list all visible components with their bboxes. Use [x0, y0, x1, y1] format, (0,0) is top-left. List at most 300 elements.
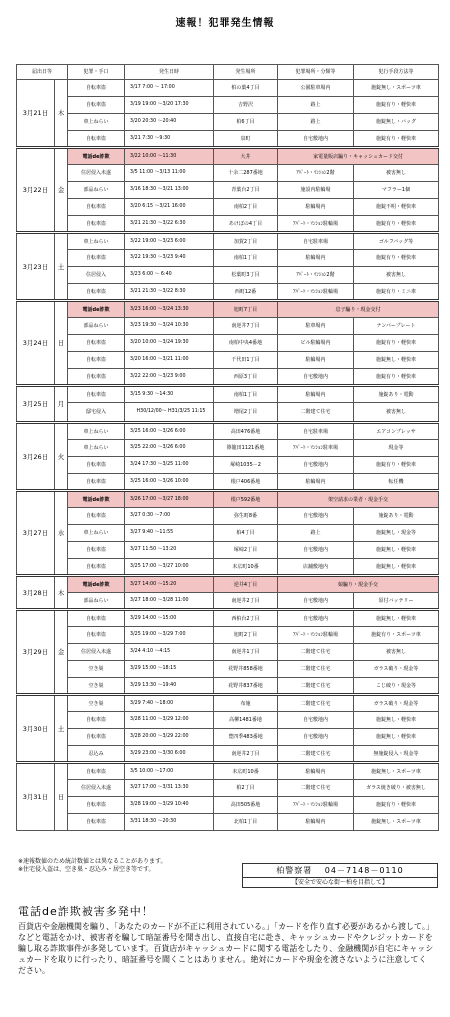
crime-location: 塚崎1035－2 — [214, 457, 278, 474]
crime-type: 自転車盗 — [68, 729, 125, 746]
crime-place: 自宅敷地内 — [278, 369, 354, 386]
report-date: 3月24日 — [17, 301, 55, 386]
report-weekday: 日 — [55, 763, 68, 831]
crime-place: 駐輪場内 — [278, 386, 354, 403]
crime-place: 自宅敷地内 — [278, 610, 354, 627]
crime-location: 高田476番地 — [214, 423, 278, 440]
footnote: ※住宅侵入盗は、空き巣・忍込み・居空き等です。 — [18, 866, 155, 873]
crime-method: 施錠無し・バッグ — [354, 114, 439, 131]
crime-place: 駐輪場内 — [278, 250, 354, 267]
crime-time: 3/28 20:00 ～3/29 22:00 — [125, 729, 214, 746]
report-date: 3月31日 — [17, 763, 55, 831]
header-time: 発生日時 — [125, 65, 214, 80]
crime-time: 3/22 19:00 ～3/23 6:00 — [125, 233, 214, 250]
crime-method: 原付バッテリー — [354, 593, 439, 610]
crime-method: 施錠あり・電動 — [354, 508, 439, 525]
report-date: 3月26日 — [17, 423, 55, 491]
table-row — [17, 250, 439, 267]
crime-method: 施錠あり・電動 — [354, 386, 439, 403]
crime-type: 自転車盗 — [68, 610, 125, 627]
crime-method: 被害無し — [354, 644, 439, 661]
crime-method: 施錠有り・軽快車 — [354, 797, 439, 814]
crime-place: 駐輪場内 — [278, 352, 354, 369]
crime-type: 車上ねらい — [68, 114, 125, 131]
table-row — [17, 593, 439, 610]
crime-place: 店舗敷地内 — [278, 559, 354, 576]
crime-place: 自宅敷地内 — [278, 712, 354, 729]
crime-time: 3/29 7:40 ～18:00 — [125, 695, 214, 712]
crime-type: 部品ねらい — [68, 318, 125, 335]
crime-type: 車上ねらい — [68, 440, 125, 457]
crime-location: 南逆井1丁目 — [214, 644, 278, 661]
crime-place: 二階建て住宅 — [278, 403, 354, 423]
police-contact-box — [242, 863, 438, 888]
crime-method: 施錠無し・現金等 — [354, 525, 439, 542]
crime-location: 松葉町3丁目 — [214, 267, 278, 284]
crime-time: 3/5 11:00 ～3/13 11:00 — [125, 165, 214, 182]
crime-type: 住居侵入未遂 — [68, 780, 125, 797]
crime-location: 北柏1丁目 — [214, 814, 278, 831]
table-row — [17, 729, 439, 746]
crime-place: ｱﾊﾟｰﾄ・ﾏﾝｼｮﾝ駐車場 — [278, 440, 354, 457]
crime-place: ｱﾊﾟｰﾄ・ﾏﾝｼｮﾝ駐輪場 — [278, 216, 354, 233]
crime-time: 3/29 14:00 ～15:00 — [125, 610, 214, 627]
crime-place: 駐輪場内 — [278, 474, 354, 491]
crime-method: マフラー1個 — [354, 182, 439, 199]
report-date: 3月27日 — [17, 491, 55, 576]
crime-time: 3/25 16:00 ～3/26 10:00 — [125, 474, 214, 491]
crime-time: 3/29 23:00 ～3/30 6:00 — [125, 746, 214, 763]
crime-method: 施錠無し・軽快車 — [354, 729, 439, 746]
crime-time: 3/15 9:30 ～14:30 — [125, 386, 214, 403]
crime-method: 施錠無し・スポーツ車 — [354, 763, 439, 780]
crime-method: ゴルフバッグ等 — [354, 233, 439, 250]
footnote: ※速報数値のため統計数値とは異なることがあります。 — [18, 858, 167, 865]
crime-time: 3/28 11:00 ～3/29 12:00 — [125, 712, 214, 729]
crime-place: 二階建て住宅 — [278, 695, 354, 712]
crime-type: 自転車盗 — [68, 284, 125, 301]
crime-place: 二階建て住宅 — [278, 780, 354, 797]
crime-place: ｱﾊﾟｰﾄ・ﾏﾝｼｮﾝ駐輪場 — [278, 797, 354, 814]
table-row — [17, 525, 439, 542]
crime-type: 自転車盗 — [68, 712, 125, 729]
crime-location: あけぼの4丁目 — [214, 216, 278, 233]
crime-time: 3/29 13:30 ～19:40 — [125, 678, 214, 695]
crime-place: 自宅敷地内 — [278, 457, 354, 474]
report-date: 3月21日 — [17, 80, 55, 148]
crime-location: 根戸592番地 — [214, 491, 278, 508]
crime-time: 3/17 7:00 ～ 17:00 — [125, 80, 214, 97]
table-row — [17, 403, 439, 423]
police-slogan: 【安全で安心な街～柏を目指して】 — [243, 877, 437, 887]
crime-type: 空き巣 — [68, 661, 125, 678]
crime-method: 施錠有り・ミニ車 — [354, 284, 439, 301]
crime-table-container — [16, 64, 438, 831]
crime-time: 3/26 17:00 ～3/27 18:00 — [125, 491, 214, 508]
crime-place: 自宅駐車場 — [278, 423, 354, 440]
table-row — [17, 165, 439, 182]
crime-time: 3/27 17:00 ～3/31 13:30 — [125, 780, 214, 797]
crime-time: 3/23 16:00 ～3/24 13:30 — [125, 301, 214, 318]
crime-location: 末広町10番 — [214, 763, 278, 780]
crime-time: 3/5 10:00 ～17:00 — [125, 763, 214, 780]
crime-location: 塚崎2丁目 — [214, 542, 278, 559]
crime-type: 空き巣 — [68, 678, 125, 695]
crime-time: 3/27 11:50 ～13:20 — [125, 542, 214, 559]
crime-type: 自転車盗 — [68, 559, 125, 576]
crime-type: 自転車盗 — [68, 814, 125, 831]
footnotes — [18, 858, 167, 874]
crime-table — [16, 64, 439, 831]
table-row — [17, 267, 439, 284]
report-weekday: 土 — [55, 233, 68, 301]
report-date: 3月28日 — [17, 576, 55, 610]
crime-place: 自宅駐車場 — [278, 233, 354, 250]
report-date: 3月30日 — [17, 695, 55, 763]
crime-type: 自転車盗 — [68, 474, 125, 491]
crime-detail: 架空請求の業者・現金手交 — [278, 491, 439, 508]
crime-time: 3/22 10:00 ～11:30 — [125, 148, 214, 165]
table-row — [17, 440, 439, 457]
crime-method: 施錠有り・軽快車 — [354, 216, 439, 233]
crime-location: 西柏台2丁目 — [214, 610, 278, 627]
crime-method: 被害無し — [354, 403, 439, 423]
crime-method: 被害無し — [354, 165, 439, 182]
crime-location: 柏の葉4丁目 — [214, 80, 278, 97]
table-row — [17, 610, 439, 627]
table-row — [17, 148, 439, 165]
police-station-phone: 柏警察署 04－7148－0110 — [276, 866, 404, 875]
crime-place: 二階建て住宅 — [278, 678, 354, 695]
report-date: 3月23日 — [17, 233, 55, 301]
crime-time: 3/20 6:15 ～3/21 16:00 — [125, 199, 214, 216]
crime-location: 豊四季483番地 — [214, 729, 278, 746]
warning-body: 百貨店や金融機関を騙り、「あなたのカードが不正に利用されている。」「カードを作り直す必要があるから渡して。」などと電話をかけ、被害者を騙して暗証番号を聞き出し、直接自宅に赴き、キャッシュカードやクレジットカードを騙し取る詐欺事件が多発しています。百貨店がキャッシュカードに関する電話をしたり、金融機関が自宅にキャッシュカードを取りに行ったり、暗証番号を聞くことはありません。絶対にカードや現金を渡さないように注意してください。 — [18, 922, 434, 975]
crime-method: 施錠有り・軽快車 — [354, 131, 439, 148]
crime-location: 根戸406番地 — [214, 474, 278, 491]
crime-method: こじ破り・現金等 — [354, 678, 439, 695]
report-weekday: 木 — [55, 80, 68, 148]
crime-type: 自転車盗 — [68, 386, 125, 403]
page-title: 速報！犯罪発生情報 — [175, 18, 275, 29]
crime-place: ｱﾊﾟｰﾄ・ﾏﾝｼｮﾝ駐輪場 — [278, 284, 354, 301]
crime-location: 千代田1丁目 — [214, 352, 278, 369]
crime-location: 篠籠田1121番地 — [214, 440, 278, 457]
crime-location: 高田505番地 — [214, 797, 278, 814]
crime-location: 高柳1481番地 — [214, 712, 278, 729]
crime-method: 施錠有り・スポーツ車 — [354, 627, 439, 644]
crime-type: 自転車盗 — [68, 369, 125, 386]
crime-location: 南柏1丁目 — [214, 386, 278, 403]
table-row — [17, 457, 439, 474]
crime-time: 3/27 14:00 ～15:20 — [125, 576, 214, 593]
crime-place: 自宅敷地内 — [278, 542, 354, 559]
crime-type: 自転車盗 — [68, 80, 125, 97]
crime-method: 施錠有り・軽快車 — [354, 457, 439, 474]
table-row — [17, 80, 439, 97]
crime-type: 自転車盗 — [68, 216, 125, 233]
crime-type: 部品ねらい — [68, 593, 125, 610]
crime-method: ナンバープレート — [354, 318, 439, 335]
crime-method: ガラス焼き破り・被害無し — [354, 780, 439, 797]
crime-time: 3/25 17:00 ～3/27 10:00 — [125, 559, 214, 576]
crime-location: 弥生町8番 — [214, 508, 278, 525]
table-row — [17, 216, 439, 233]
table-row — [17, 695, 439, 712]
crime-type: 自転車盗 — [68, 508, 125, 525]
crime-type: 自転車盗 — [68, 457, 125, 474]
crime-time: 3/24 17:30 ～3/25 11:00 — [125, 457, 214, 474]
crime-location: 南逆井2丁目 — [214, 746, 278, 763]
crime-type: 自転車盗 — [68, 627, 125, 644]
table-row — [17, 627, 439, 644]
crime-type: 邸宅侵入 — [68, 403, 125, 423]
table-row — [17, 284, 439, 301]
crime-location: 花野井837番地 — [214, 678, 278, 695]
report-weekday: 月 — [55, 386, 68, 423]
crime-type: 自転車盗 — [68, 199, 125, 216]
crime-type: 自転車盗 — [68, 250, 125, 267]
crime-time: 3/27 9:40 ～11:55 — [125, 525, 214, 542]
crime-method: 無施錠侵入・現金等 — [354, 746, 439, 763]
table-header-row — [17, 65, 439, 80]
crime-time: 3/22 22:00 ～3/23 9:00 — [125, 369, 214, 386]
crime-location: 柏4丁目 — [214, 525, 278, 542]
report-date: 3月29日 — [17, 610, 55, 695]
table-row — [17, 199, 439, 216]
table-row — [17, 678, 439, 695]
table-row — [17, 559, 439, 576]
crime-location: 花野井858番地 — [214, 661, 278, 678]
crime-method: 現金等 — [354, 440, 439, 457]
crime-type: 車上ねらい — [68, 423, 125, 440]
crime-location: 末広町10番 — [214, 559, 278, 576]
table-row — [17, 423, 439, 440]
crime-time: 3/21 7:30 ～9:30 — [125, 131, 214, 148]
crime-method: エアコンプレッサ — [354, 423, 439, 440]
crime-method: ガラス破り・現金等 — [354, 661, 439, 678]
crime-method: 施錠有り・軽快車 — [354, 97, 439, 114]
table-row — [17, 318, 439, 335]
crime-method: 施錠無し・軽快車 — [354, 352, 439, 369]
table-body — [17, 80, 439, 831]
crime-time: 3/20 20:30 ～20:40 — [125, 114, 214, 131]
crime-detail: 息子騙り・現金交付 — [278, 301, 439, 318]
crime-location: 南柏中央4番地 — [214, 335, 278, 352]
crime-time: 3/22 19:30 ～3/23 9:40 — [125, 250, 214, 267]
crime-type: 自転車盗 — [68, 131, 125, 148]
header-type: 犯罪・手口 — [68, 65, 125, 80]
crime-detail: 娘騙り・現金手交 — [278, 576, 439, 593]
crime-time: 3/28 19:00 ～3/29 10:40 — [125, 797, 214, 814]
table-row — [17, 797, 439, 814]
crime-location: 布施 — [214, 695, 278, 712]
crime-place: ｱﾊﾟｰﾄ・ﾏﾝｼｮﾝ駐輪場 — [278, 627, 354, 644]
report-weekday: 金 — [55, 610, 68, 695]
crime-location: 柏6丁目 — [214, 114, 278, 131]
crime-place: ｱﾊﾟｰﾄ・ﾏﾝｼｮﾝ2階 — [278, 267, 354, 284]
crime-type: 自転車盗 — [68, 335, 125, 352]
table-row — [17, 131, 439, 148]
table-row — [17, 780, 439, 797]
crime-location: 南逆井7丁目 — [214, 318, 278, 335]
crime-location: 逆井4丁目 — [214, 576, 278, 593]
crime-place: 駐輪場内 — [278, 199, 354, 216]
crime-time: 3/29 15:00 ～18:15 — [125, 661, 214, 678]
table-row — [17, 114, 439, 131]
crime-method: 施錠無し・軽快車 — [354, 559, 439, 576]
crime-type: 電話de詐欺 — [68, 491, 125, 508]
crime-time: 3/27 0:30 ～7:00 — [125, 508, 214, 525]
report-weekday: 土 — [55, 695, 68, 763]
crime-location: 南柏2丁目 — [214, 199, 278, 216]
crime-location: 増尾2丁目 — [214, 403, 278, 423]
table-row — [17, 474, 439, 491]
crime-method: 施錠無し・軽快車 — [354, 712, 439, 729]
crime-place: 自宅敷地内 — [278, 131, 354, 148]
crime-method: ガラス破り・現金等 — [354, 695, 439, 712]
table-row — [17, 335, 439, 352]
crime-time: H30/12/00～ H31/3/25 11:15 — [125, 403, 214, 423]
crime-place: 路上 — [278, 97, 354, 114]
crime-location: 旭町7丁目 — [214, 301, 278, 318]
crime-place: 自宅敷地内 — [278, 508, 354, 525]
crime-time: 3/23 6:00 ～ 6:40 — [125, 267, 214, 284]
crime-method: 施錠無し・スポーツ車 — [354, 814, 439, 831]
crime-location: 泉町 — [214, 131, 278, 148]
crime-place: 駐車場内 — [278, 318, 354, 335]
crime-place: 公園駐車場内 — [278, 80, 354, 97]
crime-location: 大井 — [214, 148, 278, 165]
header-location: 発生場所 — [214, 65, 278, 80]
crime-method: 施錠無し・軽快車 — [354, 542, 439, 559]
crime-time: 3/19 19:00 ～3/20 17:30 — [125, 97, 214, 114]
report-weekday: 金 — [55, 148, 68, 233]
report-weekday: 日 — [55, 301, 68, 386]
crime-place: 自宅敷地内 — [278, 593, 354, 610]
crime-method: 施錠不明・軽快車 — [354, 199, 439, 216]
crime-time: 3/25 22:00 ～3/26 6:00 — [125, 440, 214, 457]
report-weekday: 木 — [55, 576, 68, 610]
table-row — [17, 301, 439, 318]
table-row — [17, 576, 439, 593]
crime-type: 住居侵入未遂 — [68, 644, 125, 661]
crime-place: 路上 — [278, 525, 354, 542]
crime-time: 3/20 16:00 ～3/21 11:00 — [125, 352, 214, 369]
crime-time: 3/24 4:10 ～4:15 — [125, 644, 214, 661]
header-date: 届出日等 — [17, 65, 68, 80]
crime-method: 施錠無し・スポーツ車 — [354, 80, 439, 97]
crime-type: 車上ねらい — [68, 233, 125, 250]
crime-detail: 家電量販店騙り・キャッシュカード交付 — [278, 148, 439, 165]
crime-type: 電話de詐欺 — [68, 576, 125, 593]
report-weekday: 火 — [55, 423, 68, 491]
crime-place: 路上 — [278, 114, 354, 131]
crime-location: 西町12番 — [214, 284, 278, 301]
crime-type: 電話de詐欺 — [68, 148, 125, 165]
crime-time: 3/21 21:30 ～3/22 6:30 — [125, 216, 214, 233]
crime-type: 自転車盗 — [68, 97, 125, 114]
crime-place: 二階建て住宅 — [278, 661, 354, 678]
table-row — [17, 661, 439, 678]
header-place: 犯罪場所・分類等 — [278, 65, 354, 80]
crime-method: 施錠有り・軽快車 — [354, 250, 439, 267]
crime-location: 西原3丁目 — [214, 369, 278, 386]
crime-type: 自転車盗 — [68, 542, 125, 559]
crime-time: 3/16 18:30 ～3/21 13:00 — [125, 182, 214, 199]
crime-place: ビル駐輪場内 — [278, 335, 354, 352]
crime-place: 二階建て住宅 — [278, 644, 354, 661]
crime-type: 住居侵入未遂 — [68, 165, 125, 182]
crime-time: 3/20 10:00 ～3/24 19:30 — [125, 335, 214, 352]
crime-type: 自転車盗 — [68, 352, 125, 369]
crime-location: 十余二287番地 — [214, 165, 278, 182]
crime-place: 駐輪場内 — [278, 814, 354, 831]
table-row — [17, 814, 439, 831]
table-row — [17, 644, 439, 661]
crime-method: 被害無し — [354, 267, 439, 284]
table-row — [17, 97, 439, 114]
crime-type: 自転車盗 — [68, 797, 125, 814]
crime-type: 部品ねらい — [68, 182, 125, 199]
crime-place: 二階建て住宅 — [278, 746, 354, 763]
table-row — [17, 491, 439, 508]
crime-location: 南柏1丁目 — [214, 250, 278, 267]
crime-place: ｱﾊﾟｰﾄ・ﾏﾝｼｮﾝ2階 — [278, 165, 354, 182]
table-row — [17, 508, 439, 525]
crime-location: 青葉台2丁目 — [214, 182, 278, 199]
table-row — [17, 763, 439, 780]
report-date: 3月22日 — [17, 148, 55, 233]
crime-location: 柏2丁目 — [214, 780, 278, 797]
table-row — [17, 712, 439, 729]
crime-type: 自転車盗 — [68, 763, 125, 780]
crime-method: 転任機 — [354, 474, 439, 491]
report-date: 3月25日 — [17, 386, 55, 423]
crime-time: 3/31 18:30 ～20:30 — [125, 814, 214, 831]
crime-time: 3/27 18:00 ～3/28 11:00 — [125, 593, 214, 610]
table-row — [17, 542, 439, 559]
crime-place: 駐輪場内 — [278, 763, 354, 780]
crime-type: 車上ねらい — [68, 525, 125, 542]
table-row — [17, 182, 439, 199]
report-weekday: 水 — [55, 491, 68, 576]
crime-location: 旭町2丁目 — [214, 627, 278, 644]
crime-method: 施錠有り・軽快車 — [354, 369, 439, 386]
crime-time: 3/25 19:00 ～3/29 7:00 — [125, 627, 214, 644]
header-method: 犯行手段方法等 — [354, 65, 439, 80]
table-row — [17, 369, 439, 386]
crime-location: 吉野沢 — [214, 97, 278, 114]
table-row — [17, 746, 439, 763]
table-row — [17, 233, 439, 250]
crime-type: 電話de詐欺 — [68, 301, 125, 318]
crime-time: 3/21 21:30 ～3/22 8:30 — [125, 284, 214, 301]
crime-method: 施錠有り・軽快車 — [354, 335, 439, 352]
crime-type: 住居侵入 — [68, 267, 125, 284]
crime-time: 3/23 19:30 ～3/24 10:30 — [125, 318, 214, 335]
table-row — [17, 352, 439, 369]
crime-time: 3/25 16:00 ～3/26 6:00 — [125, 423, 214, 440]
crime-method: 施錠無し・軽快車 — [354, 610, 439, 627]
table-row — [17, 386, 439, 403]
crime-place: 施設内駐輪場 — [278, 182, 354, 199]
warning-title: 電話de詐欺被害多発中！ — [18, 905, 154, 918]
crime-type: 忍込み — [68, 746, 125, 763]
crime-place: 自宅敷地内 — [278, 729, 354, 746]
crime-type: 空き巣 — [68, 695, 125, 712]
crime-location: 南逆井2丁目 — [214, 593, 278, 610]
